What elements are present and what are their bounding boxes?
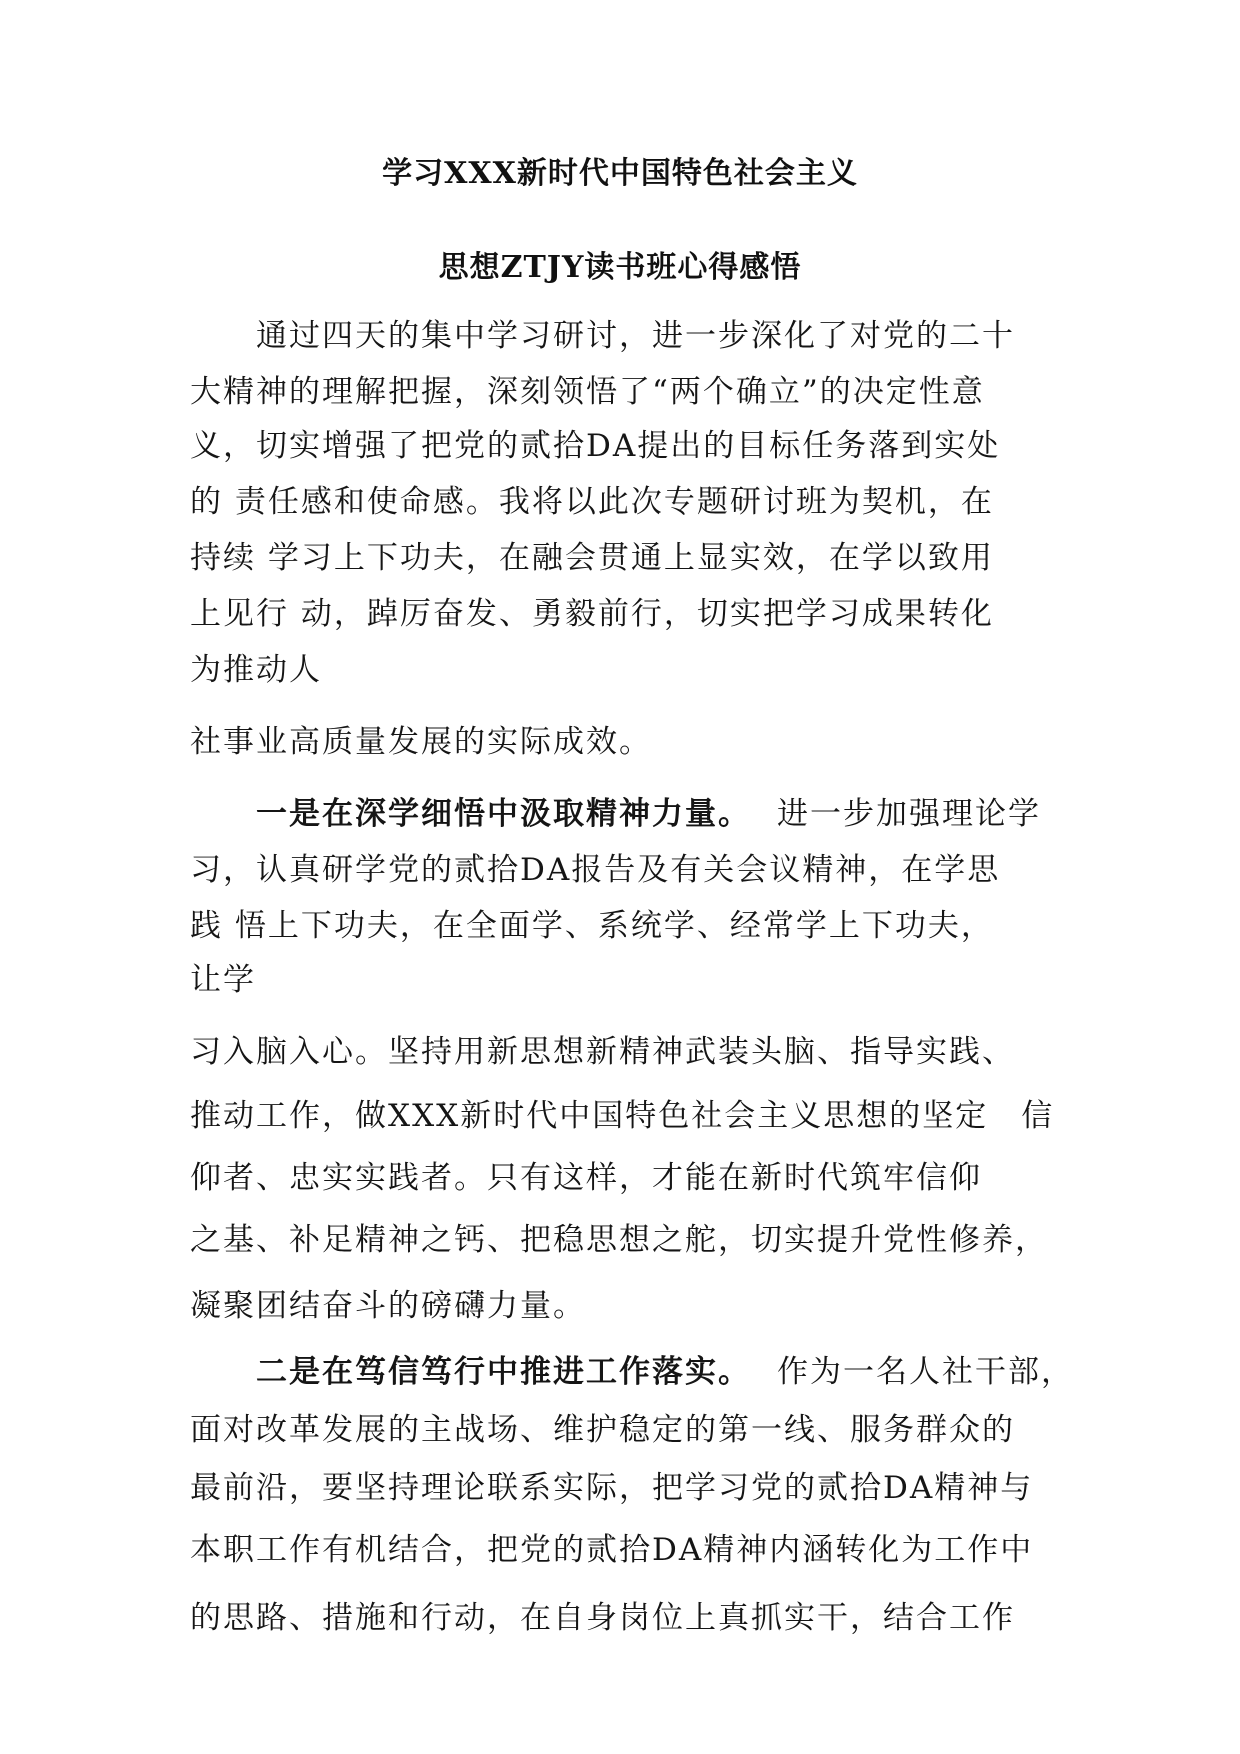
section2-heading: 二是在笃信笃行中推进工作落实。	[256, 1354, 751, 1390]
section1-line: 让学	[190, 962, 256, 998]
document-title-line-1: 学习XXX新时代中国特色社会主义	[382, 156, 858, 191]
intro-line: 社事业高质量发展的实际成效。	[190, 724, 652, 760]
section1-first-line	[256, 796, 1041, 833]
section1-line: 之基、补足精神之钙、把稳思想之舵，切实提升党性修养，	[190, 1222, 1048, 1258]
section2-line: 的思路、措施和行动，在自身岗位上真抓实干，结合工作	[190, 1600, 1015, 1636]
section1-line: 习，认真研学党的贰拾DA报告及有关会议精神，在学思	[190, 852, 1001, 888]
intro-line: 的 责任感和使命感。我将以此次专题研讨班为契机，在	[190, 484, 994, 520]
document-title-line-2: 思想ZTJY读书班心得感悟	[438, 250, 802, 285]
section2-line: 最前沿，要坚持理论联系实际，把学习党的贰拾DA精神与	[190, 1470, 1034, 1506]
section2-first-line-text: 作为一名人社干部，	[777, 1354, 1074, 1390]
section1-heading: 一是在深学细悟中汲取精神力量。	[256, 796, 751, 832]
intro-line: 上见行 动，踔厉奋发、勇毅前行，切实把学习成果转化	[190, 596, 994, 632]
intro-line: 义，切实增强了把党的贰拾DA提出的目标任务落到实处	[190, 428, 1001, 464]
intro-line: 大精神的理解把握，深刻领悟了“两个确立”的决定性意	[190, 374, 985, 410]
section1-line: 推动工作，做XXX新时代中国特色社会主义思想的坚定 信	[190, 1098, 1055, 1134]
section1-line: 践 悟上下功夫，在全面学、系统学、经常学上下功夫，	[190, 908, 994, 944]
intro-line: 持续 学习上下功夫，在融会贯通上显实效，在学以致用	[190, 540, 994, 576]
section1-first-line-text: 进一步加强理论学	[777, 796, 1041, 832]
section2-line: 面对改革发展的主战场、维护稳定的第一线、服务群众的	[190, 1412, 1015, 1448]
section1-line: 凝聚团结奋斗的磅礴力量。	[190, 1288, 586, 1324]
intro-line: 为推动人	[190, 652, 322, 688]
section1-line: 习入脑入心。坚持用新思想新精神武装头脑、指导实践、	[190, 1034, 1015, 1070]
intro-line: 通过四天的集中学习研讨，进一步深化了对党的二十	[256, 318, 1015, 354]
section2-line: 本职工作有机结合，把党的贰拾DA精神内涵转化为工作中	[190, 1532, 1034, 1568]
section2-first-line	[256, 1354, 1074, 1391]
section1-line: 仰者、忠实实践者。只有这样，才能在新时代筑牢信仰	[190, 1160, 982, 1196]
